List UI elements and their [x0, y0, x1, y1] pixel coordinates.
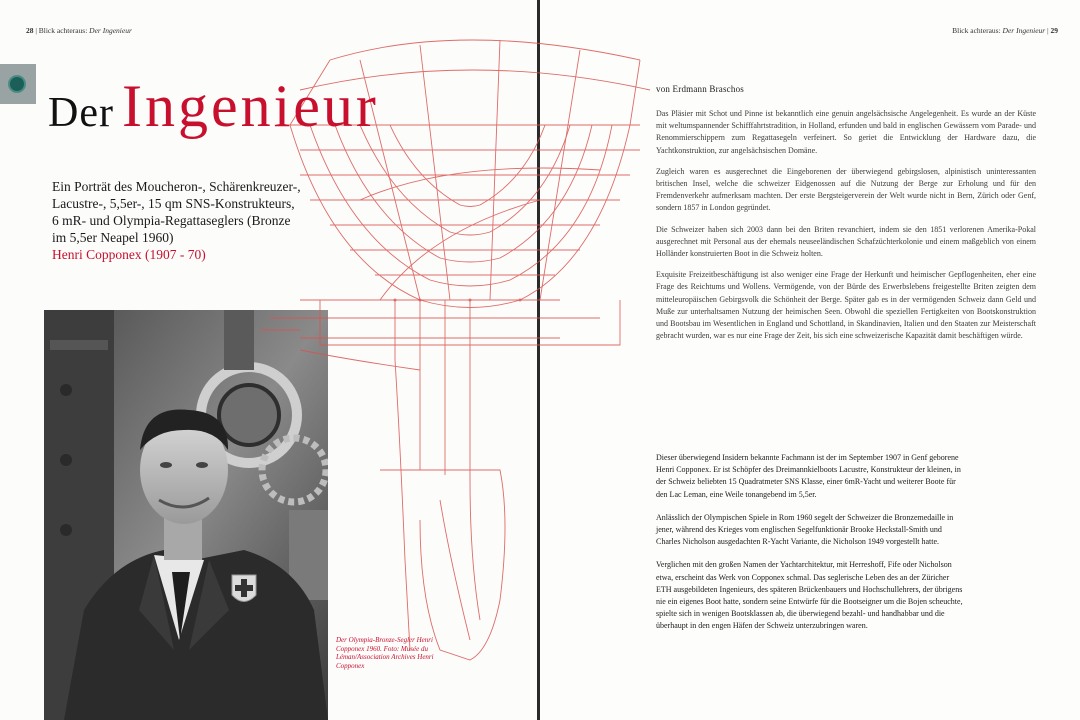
- article-title: [48, 72, 379, 141]
- folio-left-number: 28: [26, 26, 34, 35]
- body-text-lower: [656, 452, 966, 644]
- paragraph: Das Pläsier mit Schot und Pinne ist bekanntlich eine genuin angelsächsische Angelegenheit. Es wurde an der Küste mit weltumspannender Schifffahrtstradition, in Holland, erfunden und bald in englischen Gewässern vom Parade- und Renommierschippern zum Regattasegeln verfeinert. So geriet die Entwicklung der Hardware dazu, die Yachtkonstruktion, zur angelsächsischen Domäne.: [656, 109, 1036, 155]
- paragraph: Zugleich waren es ausgerechnet die Eingeborenen der überwiegend gebirgslosen, alpinistisch uninteressanten britischen Insel, welche die schweizer Eidgenossen auf die Nutzung der Berge zur Erholung und für den Fremdenverkehr aufmerksam machten. Der erste Bergsteigerverein der Welt wurde nicht in Bern, Zürich oder Genf, sondern 1857 in London gegründet.: [656, 166, 1036, 213]
- title-part-2: Ingenieur: [121, 73, 379, 139]
- folio-left-title: Der Ingenieur: [89, 26, 132, 35]
- title-part-1: Der: [48, 90, 114, 136]
- article-subtitle: [52, 178, 302, 263]
- folio-right-number: 29: [1050, 26, 1058, 35]
- paragraph: Exquisite Freizeitbeschäftigung ist also weniger eine Frage der Herkunft und heimischer Gepflogenheiten, eher eine Frage des Reichtums und Wollens. Vermögende, von der Bürde des Erwerbslebens freigestellte Briten zeigten dem mitteleuropäischen Gebirgsvolk die Schönheit der Berge. Später gab es in der vermögenden Schweiz dann Geld und Muße zur unterhaltsamen Nutzung der heimischen Seen. Obwohl die speziellen Fertigkeiten von Bootskonstruktion und Bootsbau im Wesentlichen in England und Schottland, in Skandinavien, Italien und den Staaten zur Meisterschaft gebracht wurden, war es nur eine Frage der Zeit, bis sich eine schweizerische Kapazität damit beschäftigen würde.: [656, 270, 1036, 341]
- paragraph: Die Schweizer haben sich 2003 dann bei den Briten revanchiert, indem sie den 1851 verlorenen Amerika-Pokal ausgerechnet mit Personal aus der ehemals neuseeländischen Schafzüchterkolonie und einem maßgeblich von einem Holländer konstruierten Boot in die Schweiz holten.: [656, 224, 1036, 259]
- folio-right-title: Der Ingenieur: [1002, 26, 1046, 35]
- body-text-upper: [656, 108, 1036, 351]
- paragraph: Anlässlich der Olympischen Spiele in Rom 1960 segelt der Schweizer die Bronzemedaille in jener, während des Krieges vom englischen Segelfunktionär Brooke Heckstall-Smith und Charles Nicholson ausgedachten R-Yacht Variante, die Nicholson 1949 vorgestellt hatte.: [656, 512, 954, 547]
- folio-right-section: Blick achteraus:: [952, 26, 1001, 35]
- photo-caption: Der Olympia-Bronze-Segler Henri Copponex 1960. Foto: Musée du Léman/Association Archives Henri Copponex: [336, 636, 434, 670]
- paragraph: Verglichen mit den großen Namen der Yachtarchitektur, mit Herreshoff, Fife oder Nicholson etwa, erscheint das Werk von Copponex schmal. Das seglerische Leben des an der Züricher ETH ausgebildeten Ingenieurs, des späteren Brückenbauers und Hochschullehrers, der übrigens nie ein eigenes Boot hatte, sondern seine Entwürfe für die Bootseigner um die Bojen scheuchte, spielte sich in wenigen Bootsklassen ab, die überwiegend bezahl- und handhabbar und die überhaupt in den engen Häfen der Schweiz unterzubringen waren.: [656, 560, 963, 631]
- portrait-photo: [44, 310, 328, 720]
- author-byline: von Erdmann Braschos: [656, 84, 744, 94]
- folio-left: 28 | Blick achteraus: Der Ingenieur: [26, 26, 132, 35]
- folio-right: Blick achteraus: Der Ingenieur | 29: [952, 26, 1058, 35]
- subtitle-text: Ein Porträt des Moucheron-, Schärenkreuzer-, Lacustre-, 5,5er-, 15 qm SNS-Konstrukteurs, 6 mR- und Olympia-Regattaseglers (Bronze im 5,5er Neapel 1960): [52, 179, 301, 245]
- folio-left-section: Blick achteraus:: [38, 26, 88, 35]
- subtitle-name: Henri Copponex (1907 - 70): [52, 247, 206, 262]
- paragraph: Dieser überwiegend Insidern bekannte Fachmann ist der im September 1907 in Genf geborene Henri Copponex. Er ist Schöpfer des Dreimannkielboots Lacustre, Konstrukteur der kleinen, in der Schweiz beliebten 15 Quadratmeter SNS Klasse, einer 6mR-Yacht und weiterer Boote für den Lac Leman, eine Weile tonangebend im 5,5er.: [656, 453, 961, 499]
- swiss-cross-icon: [232, 575, 256, 602]
- decorative-stamp-icon: [0, 64, 36, 104]
